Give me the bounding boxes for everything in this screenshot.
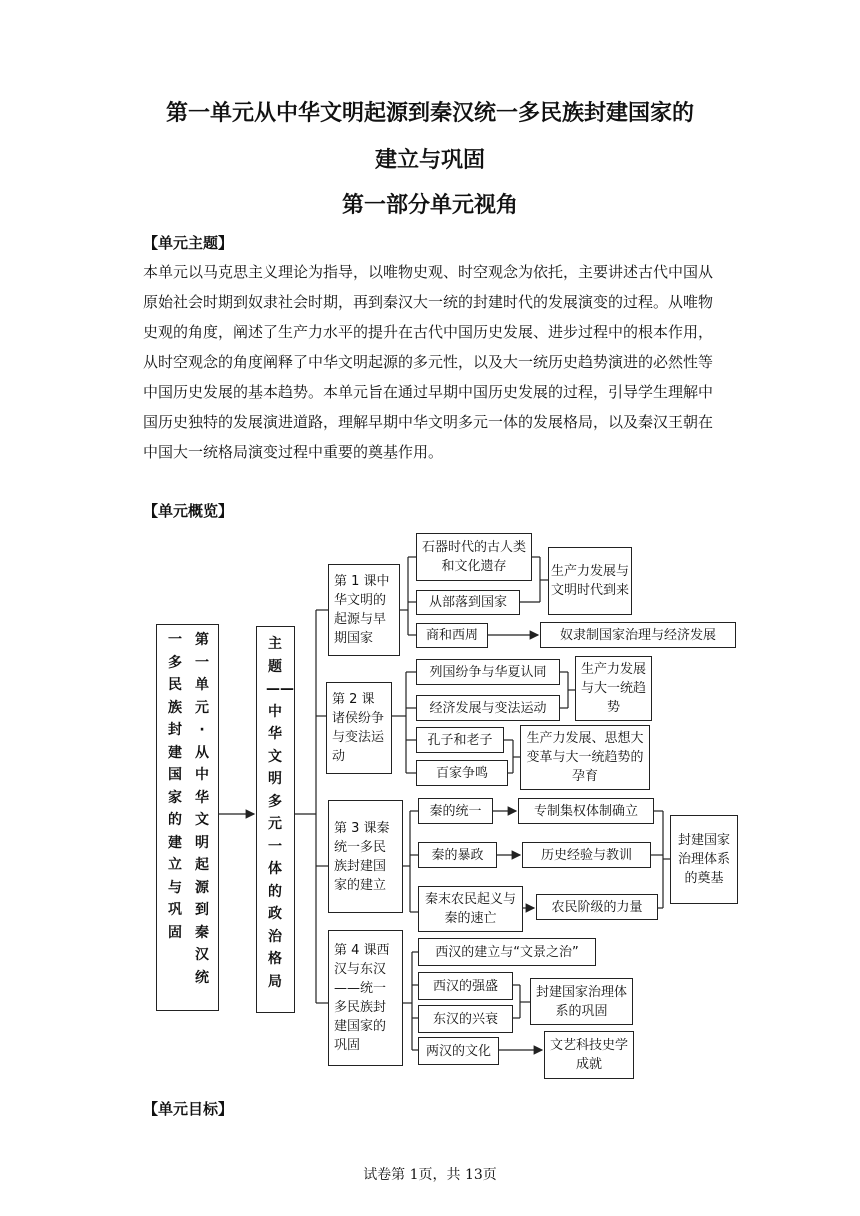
lesson-2-box: 第 2 课诸侯纷争与变法运动	[326, 682, 392, 774]
doc-subtitle: 第一部分单元视角	[341, 193, 518, 218]
result-box: 封建国家治理体系的巩固	[530, 978, 633, 1025]
doc-title-line2: 建立与巩固	[374, 148, 485, 173]
result-box: 奴隶制国家治理与经济发展	[540, 622, 736, 648]
theme-line: 原始社会时期到奴隶社会时期，再到秦汉大一统的封建时代的发展演变的过程。从唯物	[143, 293, 714, 311]
theme-line: 中国大一统格局演变过程中重要的奠基作用。	[143, 443, 444, 461]
topic-box: 西汉的强盛	[418, 972, 513, 1000]
lesson-1-box: 第 1 课中华文明的起源与早期国家	[328, 564, 400, 656]
theme-line: 中国历史发展的基本趋势。本单元旨在通过早期中国历史发展的过程，引导学生理解中	[143, 383, 714, 401]
lesson-3-box: 第 3 课秦统一多民族封建国家的建立	[328, 800, 403, 913]
topic-box: 西汉的建立与“文景之治”	[418, 938, 596, 966]
result-box: 历史经验与教训	[522, 842, 651, 868]
lesson-4-box: 第 4 课西汉与东汉——统一多民族封建国家的巩固	[328, 930, 403, 1066]
doc-title-line1: 第一单元从中华文明起源到秦汉统一多民族封建国家的	[165, 101, 694, 126]
topic-box: 秦末农民起义与秦的速亡	[418, 886, 523, 932]
topic-box: 两汉的文化	[418, 1037, 499, 1065]
theme-paragraph	[143, 257, 728, 467]
result-box: 专制集权体制确立	[518, 798, 654, 824]
result-box: 生产力发展与大一统趋势	[575, 656, 652, 721]
theme-line: 从时空观念的角度阐释了中华文明起源的多元性，以及大一统历史趋势演进的必然性等	[143, 353, 714, 371]
theme-heading: 【单元主题】	[143, 234, 234, 252]
topic-box: 从部落到国家	[416, 590, 520, 615]
theme-line: 国历史独特的发展演进道路，理解早期中华文明多元一体的发展格局，以及秦汉王朝在	[143, 413, 714, 431]
overview-heading: 【单元概览】	[143, 502, 234, 520]
theme-line: 史观的角度，阐述了生产力水平的提升在古代中国历史发展、进步过程中的根本作用，	[143, 323, 714, 341]
theme-line: 本单元以马克思主义理论为指导，以唯物史观、时空观念为依托，主要讲述古代中国从	[143, 263, 714, 281]
topic-box: 秦的暴政	[418, 842, 497, 868]
topic-box: 东汉的兴衰	[418, 1005, 513, 1033]
result-box: 农民阶级的力量	[536, 894, 658, 920]
topic-box: 秦的统一	[418, 798, 493, 824]
topic-box: 孔子和老子	[416, 727, 504, 753]
goals-heading: 【单元目标】	[143, 1100, 234, 1118]
unit-overview-diagram	[150, 528, 750, 1088]
topic-box: 百家争鸣	[416, 760, 508, 786]
result-box: 封建国家治理体系的奠基	[670, 815, 738, 904]
topic-box: 经济发展与变法运动	[416, 695, 560, 721]
page-footer: 试卷第 1页，共 13页	[363, 1167, 497, 1183]
result-box: 文艺科技史学成就	[544, 1031, 634, 1079]
theme-box-text: 主题——中华文明多元一体的政治格局	[266, 636, 294, 990]
topic-box: 石器时代的古人类和文化遗存	[416, 533, 532, 581]
unit-title-col-right: 第一单元·从中华文明起源到秦汉统	[195, 632, 209, 986]
theme-box	[256, 626, 295, 1013]
result-box: 生产力发展与文明时代到来	[548, 547, 632, 615]
result-box: 生产力发展、思想大变革与大一统趋势的孕育	[520, 725, 650, 790]
topic-box: 商和西周	[416, 623, 488, 648]
topic-box: 列国纷争与华夏认同	[416, 659, 560, 685]
unit-title-col-left: 一多民族封建国家的建立与巩固	[168, 632, 182, 941]
unit-title-box	[156, 624, 219, 1011]
